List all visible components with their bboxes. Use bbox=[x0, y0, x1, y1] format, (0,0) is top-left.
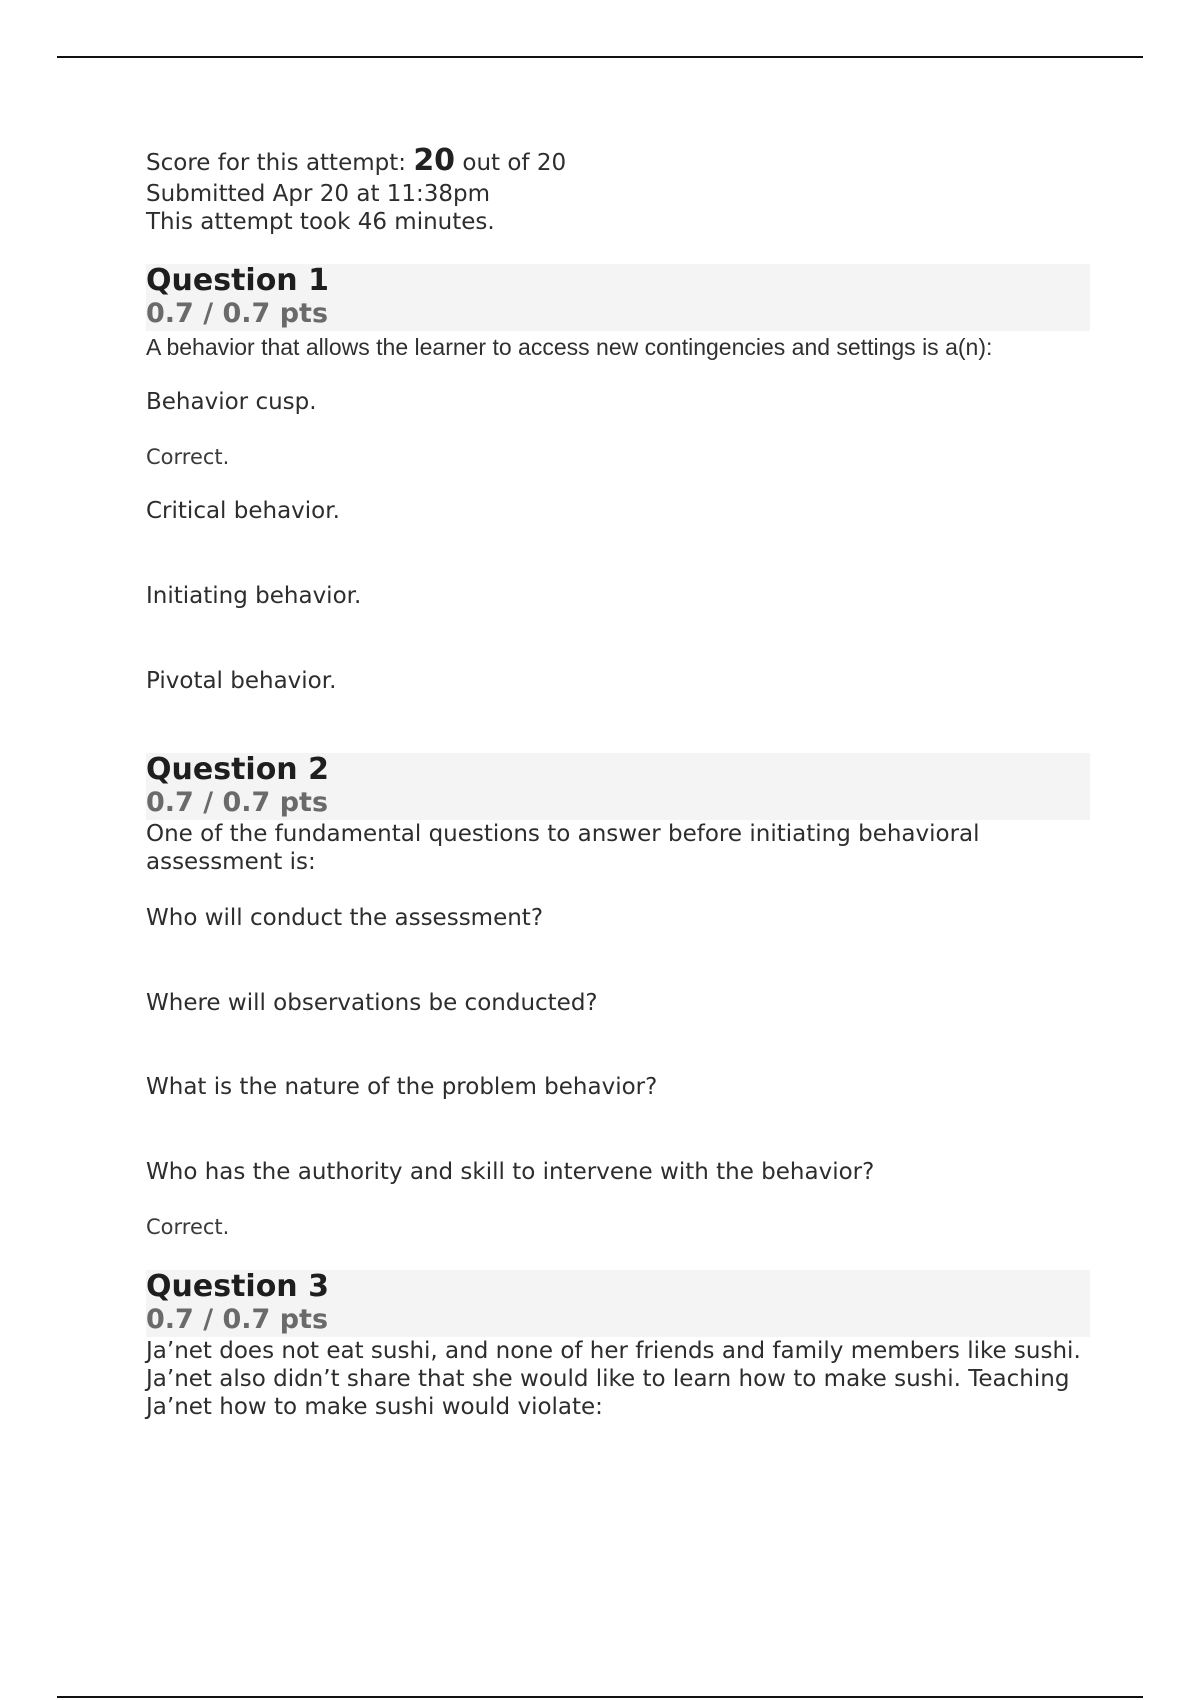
answer-option[interactable]: Critical behavior. bbox=[146, 498, 340, 524]
answer-option[interactable]: Who has the authority and skill to intervene with the behavior? bbox=[146, 1159, 875, 1185]
submitted-time: Submitted Apr 20 at 11:38pm bbox=[146, 181, 491, 207]
top-divider bbox=[57, 56, 1143, 58]
question-text: One of the fundamental questions to answer before initiating behavioral assessment is: bbox=[146, 821, 980, 875]
question-title: Question 3 bbox=[146, 1269, 329, 1304]
question-text: A behavior that allows the learner to access new contingencies and settings is a(n): bbox=[146, 334, 993, 360]
question-points: 0.7 / 0.7 pts bbox=[146, 298, 329, 329]
question-points: 0.7 / 0.7 pts bbox=[146, 1304, 329, 1335]
answer-option[interactable]: Who will conduct the assessment? bbox=[146, 905, 544, 931]
question-title: Question 1 bbox=[146, 263, 329, 298]
question-header bbox=[146, 264, 1090, 331]
question-points: 0.7 / 0.7 pts bbox=[146, 787, 329, 818]
answer-option[interactable]: Where will observations be conducted? bbox=[146, 990, 598, 1016]
question-text: Ja’net does not eat sushi, and none of her friends and family members like sushi. Ja’net also didn’t share that she would like to learn how to make sushi. Teaching Ja’net how to make sushi would violate: bbox=[146, 1338, 1081, 1420]
answer-option[interactable]: Behavior cusp. bbox=[146, 389, 317, 415]
score-prefix: Score for this attempt: bbox=[146, 150, 414, 176]
attempt-duration: This attempt took 46 minutes. bbox=[146, 209, 495, 235]
question-header bbox=[146, 753, 1090, 820]
question-title: Question 2 bbox=[146, 752, 329, 787]
answer-option[interactable]: Initiating behavior. bbox=[146, 583, 362, 609]
bottom-divider bbox=[57, 1696, 1143, 1698]
score-value: 20 bbox=[413, 143, 456, 178]
score-line bbox=[146, 143, 567, 178]
answer-feedback: Correct. bbox=[146, 1215, 230, 1239]
question-header bbox=[146, 1270, 1090, 1337]
answer-option[interactable]: Pivotal behavior. bbox=[146, 668, 337, 694]
score-suffix: out of 20 bbox=[455, 150, 567, 176]
answer-option[interactable]: What is the nature of the problem behavior? bbox=[146, 1074, 658, 1100]
answer-feedback: Correct. bbox=[146, 445, 230, 469]
